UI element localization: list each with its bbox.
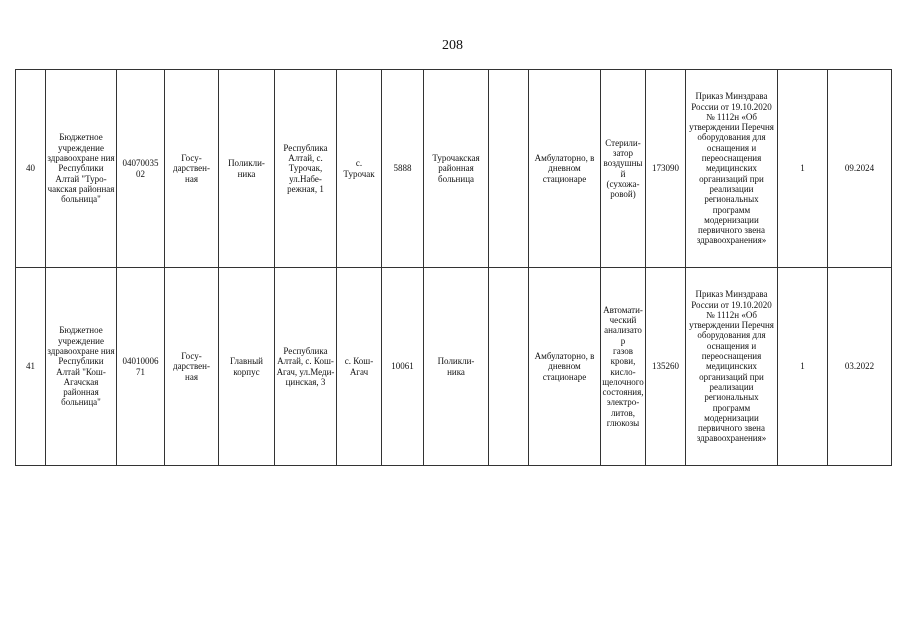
cell-number: 40	[16, 70, 46, 268]
cell-population: 10061	[382, 268, 424, 466]
cell-organization: Бюджетное учреждение здравоохране ния Республики Алтай "Туро-чакская районная больница"	[46, 70, 117, 268]
cell-number: 41	[16, 268, 46, 466]
cell-population: 5888	[382, 70, 424, 268]
cell-address: Республика Алтай, с. Кош-Агач, ул.Меди-цинская, 3	[275, 268, 337, 466]
cell-quantity: 1	[778, 70, 828, 268]
cell-code: 04010006 71	[117, 268, 165, 466]
cell-quantity: 1	[778, 268, 828, 466]
cell-date: 03.2022	[828, 268, 892, 466]
cell-date: 09.2024	[828, 70, 892, 268]
cell-address: Республика Алтай, с. Турочак, ул.Набе-режная, 1	[275, 70, 337, 268]
cell-cost: 173090	[646, 70, 686, 268]
page-number: 208	[442, 38, 463, 53]
cell-facility: Турочакская районная больница	[424, 70, 489, 268]
cell-code: 04070035 02	[117, 70, 165, 268]
cell-blank	[489, 268, 529, 466]
cell-equipment: Автомати- ческий анализатор газов крови, кисло- щелочного состояния, электро- литов, глюкозы	[601, 268, 646, 466]
cell-basis: Приказ Минздрава России от 19.10.2020 № 1112н «Об утверждении Перечня оборудования для оснащения и переоснащения медицинских организаций при реализации региональных программ модернизации первичного звена здравоохранения»	[686, 70, 778, 268]
cell-organization: Бюджетное учреждение здравоохране ния Республики Алтай "Кош-Агачская районная больница"	[46, 268, 117, 466]
cell-facility: Поликли- ника	[424, 268, 489, 466]
cell-unit-type: Главный корпус	[219, 268, 275, 466]
cell-basis: Приказ Минздрава России от 19.10.2020 № 1112н «Об утверждении Перечня оборудования для оснащения и переоснащения медицинских организаций при реализации региональных программ модернизации первичного звена здравоохранения»	[686, 268, 778, 466]
cell-locality: с. Кош- Агач	[337, 268, 382, 466]
cell-ownership: Госу- дарствен- ная	[165, 268, 219, 466]
cell-locality: с. Турочак	[337, 70, 382, 268]
cell-cost: 135260	[646, 268, 686, 466]
table-row	[16, 268, 892, 466]
cell-equipment: Стерили- затор воздушный (сухожа- ровой)	[601, 70, 646, 268]
cell-ownership: Госу- дарствен- ная	[165, 70, 219, 268]
cell-unit-type: Поликли- ника	[219, 70, 275, 268]
table-row	[16, 70, 892, 268]
equipment-registry-table	[15, 69, 892, 466]
cell-blank	[489, 70, 529, 268]
cell-care-form: Амбулаторно, в дневном стационаре	[529, 268, 601, 466]
cell-care-form: Амбулаторно, в дневном стационаре	[529, 70, 601, 268]
